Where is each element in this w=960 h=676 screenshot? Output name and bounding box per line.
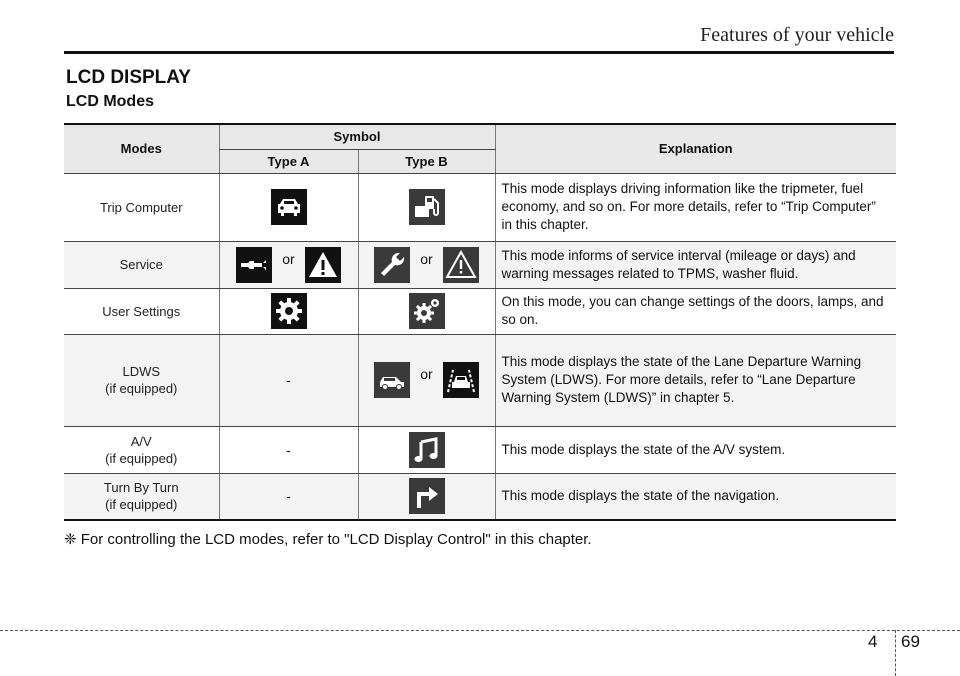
warning-triangle-icon	[443, 247, 479, 283]
fuel-pump-icon	[409, 189, 445, 225]
mode-name: LDWS (if equipped)	[64, 334, 219, 426]
or-label: or	[282, 250, 295, 267]
col-explanation-header: Explanation	[495, 124, 896, 173]
mode-name: Service	[64, 241, 219, 288]
turn-arrow-icon	[409, 478, 445, 514]
header-title: Features of your vehicle	[700, 24, 894, 46]
table-row	[64, 288, 896, 334]
warning-triangle-icon	[305, 247, 341, 283]
mode-name: User Settings	[64, 288, 219, 334]
mode-name: Trip Computer	[64, 173, 219, 241]
table-row	[64, 241, 896, 288]
wrench-icon	[236, 247, 272, 283]
mode-explanation: This mode displays driving information like the tripmeter, fuel economy, and so on. For more details, refer to “Trip Computer” in this chapter.	[495, 173, 896, 241]
wrench-icon	[374, 247, 410, 283]
no-symbol-dash: -	[286, 441, 291, 458]
footnote: ❈ For controlling the LCD modes, refer to "LCD Display Control" in this chapter.	[64, 531, 592, 548]
footer-separator	[895, 630, 896, 676]
page-number: 69	[901, 632, 920, 651]
footer-rule	[0, 630, 960, 631]
or-label: or	[420, 250, 433, 267]
chapter-number: 4	[868, 632, 878, 651]
table-row	[64, 173, 896, 241]
mode-name: Turn By Turn (if equipped)	[64, 473, 219, 520]
lcd-modes-table	[64, 123, 896, 521]
lane-car-icon	[443, 362, 479, 398]
col-symbol-header: Symbol	[219, 124, 495, 149]
no-symbol-dash: -	[286, 372, 291, 388]
col-modes-header: Modes	[64, 124, 219, 173]
sub-title: LCD Modes	[66, 93, 154, 110]
mode-explanation: This mode displays the state of the navigation.	[495, 473, 896, 520]
mode-explanation: On this mode, you can change settings of the doors, lamps, and so on.	[495, 288, 896, 334]
table-row	[64, 426, 896, 473]
table-row	[64, 334, 896, 426]
mode-name: A/V (if equipped)	[64, 426, 219, 473]
music-note-icon	[409, 432, 445, 468]
mode-explanation: This mode informs of service interval (mileage or days) and warning messages related to TPMS, washer fluid.	[495, 241, 896, 288]
gear-icon	[271, 293, 307, 329]
lane-car-icon	[374, 362, 410, 398]
section-title: LCD DISPLAY	[66, 67, 191, 88]
col-type-a-header: Type A	[219, 149, 358, 173]
table-row	[64, 473, 896, 520]
car-icon	[271, 189, 307, 225]
no-symbol-dash: -	[286, 488, 291, 505]
mode-explanation: This mode displays the state of the Lane Departure Warning System (LDWS). For more details, refer to “Lane Departure Warning System (LDWS)” in chapter 5.	[495, 334, 896, 426]
mode-explanation: This mode displays the state of the A/V system.	[495, 426, 896, 473]
gear-icon	[409, 293, 445, 329]
header-rule	[64, 51, 894, 54]
or-label: or	[420, 366, 433, 382]
col-type-b-header: Type B	[358, 149, 495, 173]
